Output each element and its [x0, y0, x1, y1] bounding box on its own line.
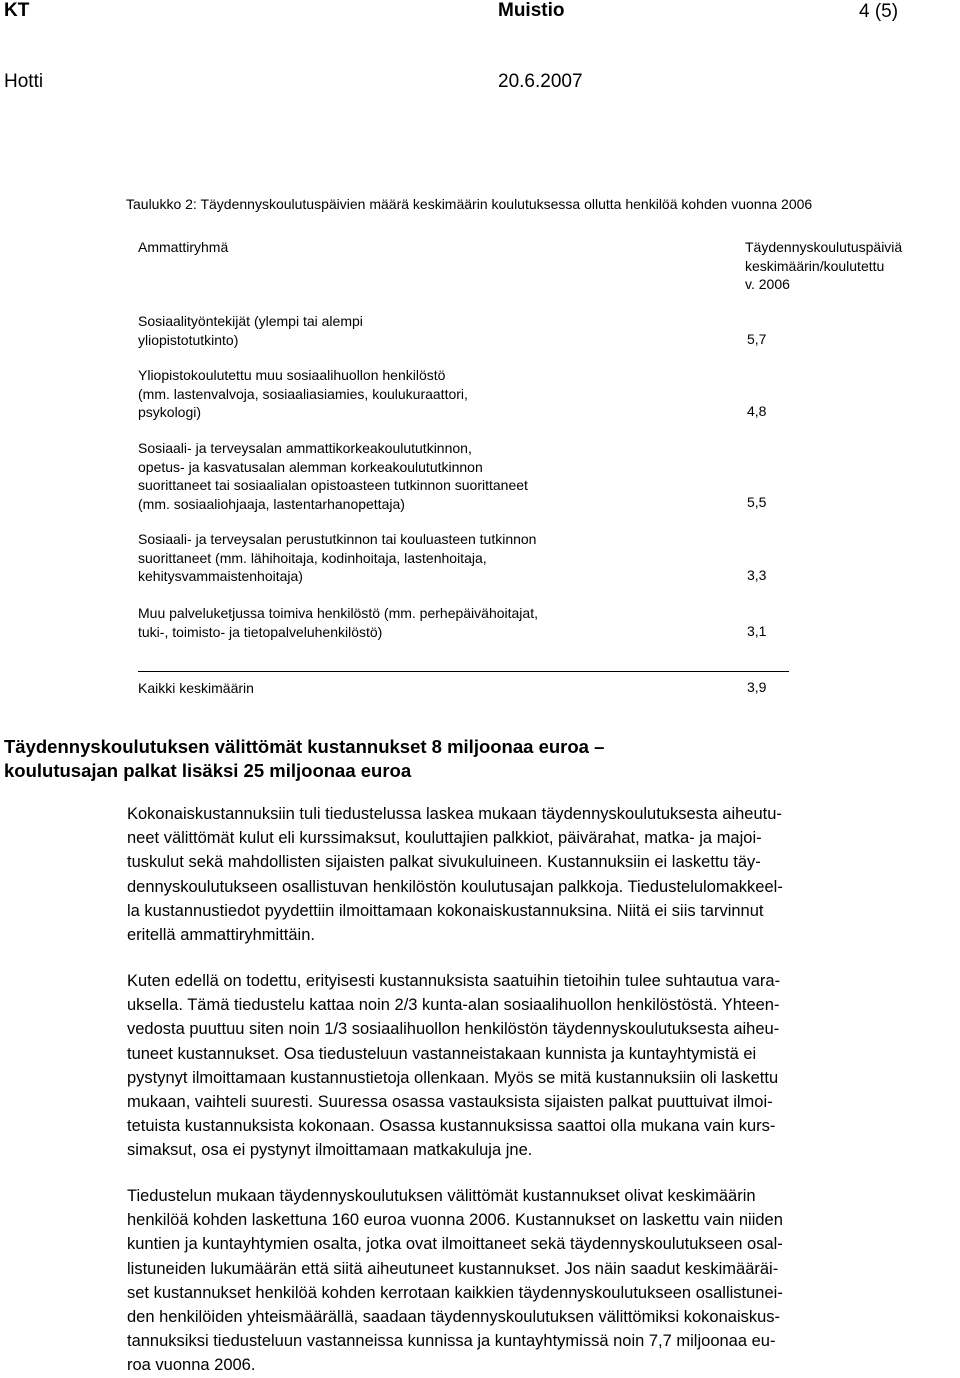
table-row-label: Muu palveluketjussa toimiva henkilöstö (mm. perhepäivähoitajat, tuki-, toimisto- ja tietopalveluhenkilöstö): [138, 605, 538, 640]
body-paragraph: Tiedustelun mukaan täydennyskoulutuksen välittömät kustannukset olivat keskimäärin henkilöä kohden laskettuna 160 euroa vuonna 2006. Kustannukset on laskettu vain niiden kuntien ja kuntayhtymien osalta, jotka ovat ilmoittaneet sekä täydennyskoulutukseen osal- listuneiden lukumäärän että siitä aiheutuneet kustannukset. Jos näin saadut keskimääräi- set kustannukset henkilöä kohden kerrotaan kaikkien täydennyskoulutukseen osallistunei- den henkilöiden yhteismäärällä, saadaan täydennyskoulutuksen välittömiksi kokonaiskus- tannuksiksi tiedusteluun vastanneissa kunnissa ja kuntayhtymissä noin 7,7 miljoonaa eu- roa vuonna 2006.: [127, 1187, 783, 1375]
table-row-label: Yliopistokoulutettu muu sosiaalihuollon henkilöstö (mm. lastenvalvoja, sosiaaliasiamies, koulukuraattori, psykologi): [138, 367, 468, 420]
table-row-label: Sosiaalityöntekijät (ylempi tai alempi yliopistotutkinto): [138, 313, 363, 348]
table-row-label: Sosiaali- ja terveysalan ammattikorkeakoulututkinnon, opetus- ja kasvatusalan alemman korkeakoulututkinnon suorittaneet tai sosiaalialan opistoasteen tutkinnon suorittaneet (mm. sosiaaliohjaaja, lastentarhanopettaja): [138, 440, 528, 512]
table-row-value: 4,8: [747, 403, 767, 419]
body-paragraph: Kokonaiskustannuksiin tuli tiedustelussa laskea mukaan täydennyskoulutuksesta aiheutu- neet välittömät kulut eli kurssimaksut, kouluttajien palkkiot, päivärahat, matka- ja majoi- tuskulut sekä mahdollisten sijaisten palkat sivukuluineen. Kustannuksiin ei laskettu täy- dennyskoulutukseen osallistuvan henkilöstön koulutusajan palkkoja. Tiedustelulomakkeel- la kustannustiedot pyydettiin ilmoittamaan kokonaiskustannuksina. Niitä ei siis tarvinnut eritellä ammattiryhmittäin.: [127, 805, 783, 945]
section-heading: Täydennyskoulutuksen välittömät kustannukset 8 miljoonaa euroa – koulutusajan palkat lisäksi 25 miljoonaa euroa: [4, 736, 605, 781]
column-header-group: Ammattiryhmä: [138, 239, 229, 255]
page-number: 4 (5): [859, 1, 899, 22]
table-row-label: Sosiaali- ja terveysalan perustutkinnon tai kouluasteen tutkinnon suorittaneet (mm. lähihoitaja, kodinhoitaja, lastenhoitaja, kehitysvammaistenhoitaja): [138, 531, 537, 584]
table-row-value: 5,7: [747, 331, 767, 347]
column-header-value: Täydennyskoulutuspäiviä keskimäärin/koulutettu v. 2006: [745, 239, 903, 292]
org-abbreviation: KT: [4, 0, 30, 21]
table-row-value: 3,3: [747, 567, 767, 583]
table-total-divider: [138, 671, 789, 672]
author-name: Hotti: [4, 71, 44, 92]
table-total-value: 3,9: [747, 679, 767, 695]
document-date: 20.6.2007: [498, 71, 583, 92]
document-type: Muistio: [498, 0, 565, 21]
table-row-value: 5,5: [747, 494, 767, 510]
body-paragraph: Kuten edellä on todettu, erityisesti kustannuksista saatuihin tietoihin tulee suhtautua vara- uksella. Tämä tiedustelu kattaa noin 2/3 kunta-alan sosiaalihuollon henkilöstöstä. Yhteen- vedosta puuttuu siten noin 1/3 sosiaalihuollon henkilöstön täydennyskoulutuksesta aiheu- tuneet kustannukset. Osa tiedusteluun vastanneistakaan kunnista ja kuntayhtymistä ei pystynyt ilmoittamaan kustannustietoja ollenkaan. Myös se mitä kustannuksiin oli laskettu mukaan, vaihteli suuresti. Suuressa osassa vastauksista sijaisten palkat puuttuivat ilmoi- tetuista kustannuksista kokonaan. Osassa kustannuksissa saattoi olla mukana vain kurs- simaksut, osa ei pystynyt ilmoittamaan matkakuluja jne.: [127, 972, 781, 1160]
table-total-label: Kaikki keskimäärin: [138, 680, 254, 696]
table-caption: Taulukko 2: Täydennyskoulutuspäivien määrä keskimäärin koulutuksessa ollutta henkilöä kohden vuonna 2006: [126, 196, 813, 212]
table-row-value: 3,1: [747, 623, 767, 639]
